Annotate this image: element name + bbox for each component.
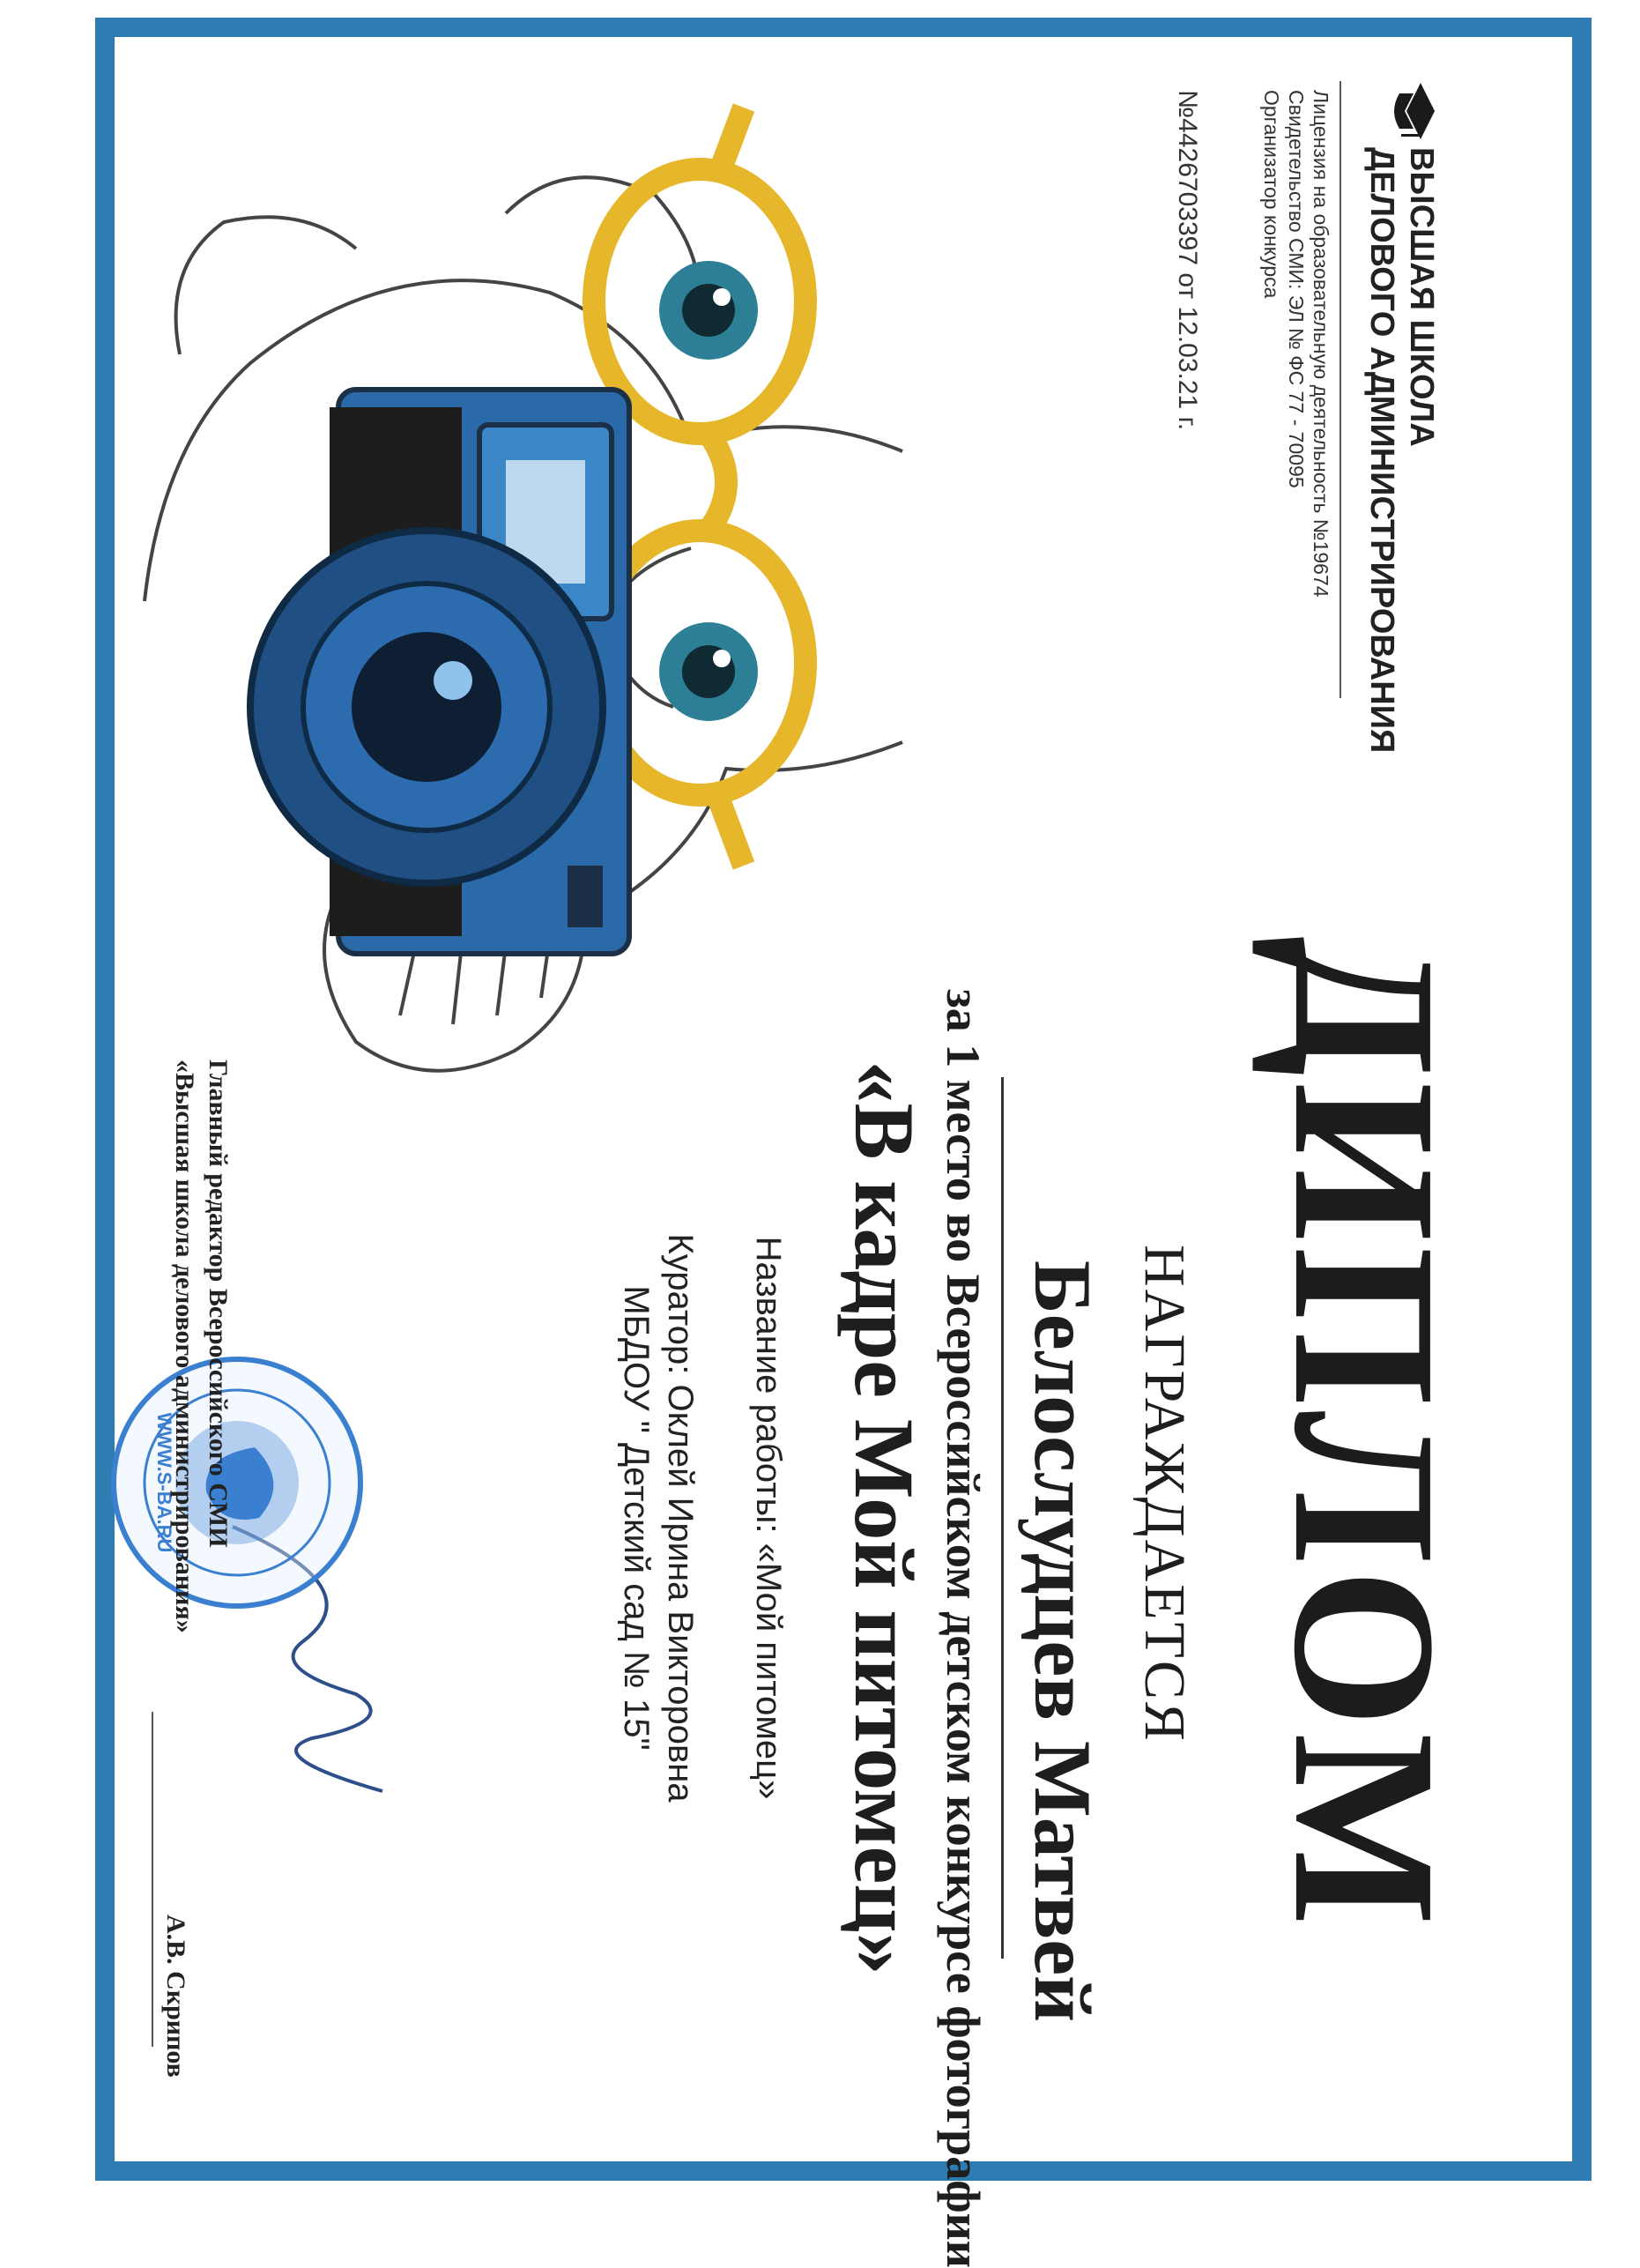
organizer-label: Организатор конкурса bbox=[1260, 90, 1283, 299]
organizer-logo-line2: ДЕЛОВОГО АДМИНИСТРИРОВАНИЯ bbox=[1363, 147, 1400, 754]
organizer-logo-line1: ВЫСШАЯ ШКОЛА bbox=[1403, 147, 1440, 447]
contest-name: «В кадре Мой питомец» bbox=[837, 1060, 931, 1975]
signer-name: А.В. Скрипов bbox=[161, 1915, 190, 2078]
editor-position-line1: Главный редактор Всероссийского СМИ bbox=[204, 1060, 233, 1548]
license-text: Лицензия на образовательную деятельность №19674 bbox=[1310, 90, 1332, 598]
registration-number: №4426703397 от 12.03.21 г. bbox=[1173, 90, 1202, 431]
stamp-url: WWW.S-BA.RU bbox=[153, 1412, 175, 1553]
curator: Куратор: Оклей Ирина Викторовна bbox=[661, 1233, 700, 1803]
organization-stamp bbox=[105, 1350, 369, 1615]
place-text: за 1 место во Всероссийском детском конкурсе фотографии bbox=[937, 989, 990, 2268]
name-underline bbox=[1001, 1077, 1004, 1959]
media-certificate-text: Свидетельство СМИ: ЭЛ № ФС 77 - 70095 bbox=[1285, 90, 1308, 488]
signature-line bbox=[152, 1712, 153, 2047]
diploma-frame bbox=[95, 18, 1592, 2268]
awardee-name: Белослудцев Матвей bbox=[1018, 1260, 1108, 2023]
dog-with-camera-illustration bbox=[127, 72, 920, 1112]
diploma-content bbox=[115, 37, 1572, 2268]
institution: МБДОУ " Детский сад № 15" bbox=[617, 1285, 656, 1751]
editor-position-line2: «Высшая школа делового администрирования» bbox=[170, 1060, 199, 1633]
divider bbox=[1339, 81, 1341, 698]
graduation-cap-icon bbox=[1382, 81, 1442, 141]
awarded-heading: НАГРАЖДАЕТСЯ bbox=[1132, 1245, 1197, 1744]
diploma-title: ДИПЛОМ bbox=[1251, 936, 1478, 1931]
diploma-sheet bbox=[115, 37, 1572, 2268]
work-title: Название работы: «Мой питомец» bbox=[749, 1236, 788, 1800]
